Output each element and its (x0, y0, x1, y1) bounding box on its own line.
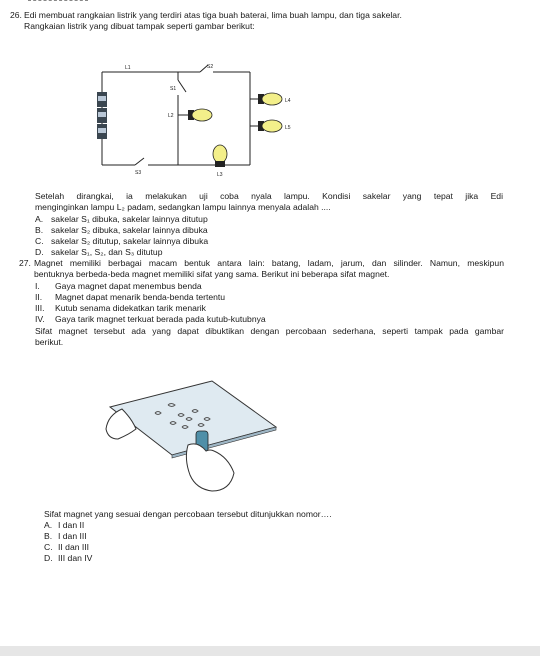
q27-property-1: Gaya magnet dapat menembus benda (55, 281, 202, 291)
q27-property-4-numeral: IV. (35, 314, 45, 324)
q27-option-c-letter: C. (44, 542, 53, 552)
q27-stem-line-2: bentuknya berbeda-beda magnet memiliki sifat yang sama. Berikut ini beberapa sifat magnet. (34, 269, 390, 279)
label-l3: L3 (217, 172, 223, 178)
label-l1: L1 (125, 65, 131, 71)
q26-option-b-letter: B. (35, 225, 44, 235)
q27-option-b: I dan III (58, 531, 87, 541)
cut-off-line (28, 0, 88, 5)
q26-paragraph-line-1: Setelah dirangkai, ia melakukan uji coba nyala lampu. Kondisi sakelar yang tepat jika Edi (35, 191, 503, 201)
q27-property-4: Gaya tarik magnet terkuat berada pada kutub-kutubnya (55, 314, 266, 324)
q26-option-d: sakelar S₁, S₂, dan S₃ ditutup (51, 247, 163, 257)
q27-stem-line-1: Magnet memiliki berbagai macam bentuk antara lain: batang, ladam, jarum, dan silinder. Namun, meskipun (34, 258, 504, 268)
battery-icon (97, 92, 107, 139)
q27-paragraph-line-1: Sifat magnet tersebut ada yang dapat dibuktikan dengan percobaan sederhana, seperti tampak pada gambar (35, 326, 504, 336)
label-l2: L2 (168, 113, 174, 119)
q27-property-1-numeral: I. (35, 281, 40, 291)
q26-option-b: sakelar S₂ dibuka, sakelar lainnya dibuka (51, 225, 208, 235)
right-hand-icon (186, 444, 234, 491)
label-s1: S1 (170, 86, 177, 92)
lamp-l2-icon (188, 109, 212, 121)
label-l4: L4 (285, 98, 291, 104)
q26-option-c: sakelar S₂ ditutup, sakelar lainnya dibuka (51, 236, 209, 246)
page-bottom-strip (0, 646, 540, 656)
q27-option-b-letter: B. (44, 531, 53, 541)
lamp-l4-icon (258, 93, 282, 105)
q26-option-d-letter: D. (35, 247, 44, 257)
q27-option-d: III dan IV (58, 553, 93, 563)
label-s2: S2 (207, 64, 214, 70)
q26-paragraph-line-2: menginginkan lampu L₂ padam, sedangkan lampu lainnya menyala adalah .... (35, 202, 331, 212)
q27-question: Sifat magnet yang sesuai dengan percobaan tersebut ditunjukkan nomor…. (44, 509, 332, 519)
q27-property-3-numeral: III. (35, 303, 45, 313)
q26-option-c-letter: C. (35, 236, 44, 246)
magnet-experiment-illustration (100, 375, 280, 495)
label-l5: L5 (285, 125, 291, 131)
circuit-diagram (90, 55, 300, 180)
q27-paragraph-line-2: berikut. (35, 337, 64, 347)
q27-property-2-numeral: II. (35, 292, 43, 302)
q27-option-a-letter: A. (44, 520, 53, 530)
q26-option-a-letter: A. (35, 214, 44, 224)
q27-option-c: II dan III (58, 542, 90, 552)
q27-option-d-letter: D. (44, 553, 53, 563)
q27-number: 27. (19, 258, 31, 268)
q27-option-a: I dan II (58, 520, 85, 530)
lamp-l5-icon (258, 120, 282, 132)
label-s3: S3 (135, 170, 142, 176)
q27-property-3: Kutub senama didekatkan tarik menarik (55, 303, 206, 313)
lamp-l3-icon (213, 145, 227, 167)
q26-stem: Edi membuat rangkaian listrik yang terdiri atas tiga buah baterai, lima buah lampu, dan tiga sakelar. (24, 10, 402, 20)
q27-property-2: Magnet dapat menarik benda-benda tertentu (55, 292, 226, 302)
q26-stem-2: Rangkaian listrik yang dibuat tampak seperti gambar berikut: (24, 21, 255, 31)
q26-number: 26. (10, 10, 22, 20)
q26-option-a: sakelar S₁ dibuka, sakelar lainnya ditutup (51, 214, 208, 224)
